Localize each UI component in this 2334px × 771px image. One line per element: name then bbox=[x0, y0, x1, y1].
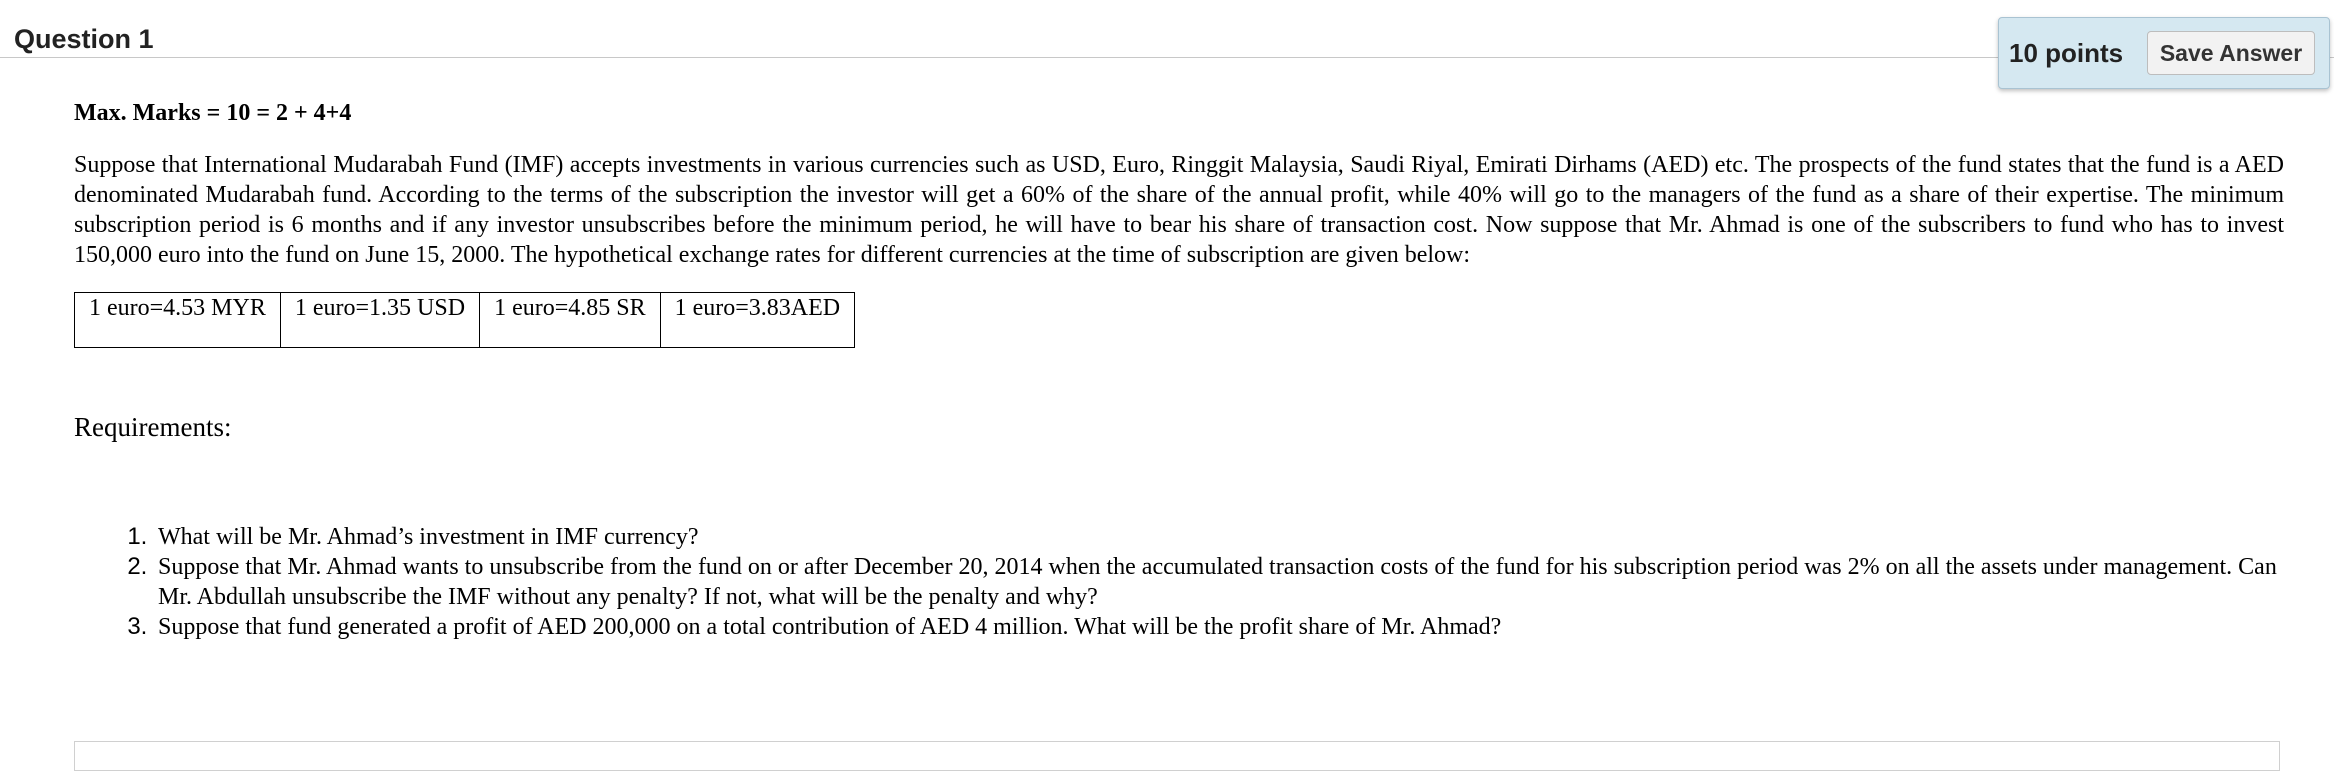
rate-cell-aed: 1 euro=3.83AED bbox=[660, 293, 855, 348]
save-answer-button[interactable]: Save Answer bbox=[2147, 31, 2315, 75]
requirements-heading: Requirements: bbox=[74, 412, 232, 442]
requirement-item-3: 3. Suppose that fund generated a profit of AED 200,000 on a total contribution of AED 4 million. What will be the profit share of Mr. Ahmad? bbox=[154, 612, 2284, 642]
requirements-list bbox=[74, 522, 2284, 642]
rate-cell-usd: 1 euro=1.35 USD bbox=[280, 293, 479, 348]
requirement-item-1: 1. What will be Mr. Ahmad’s investment in IMF currency? bbox=[154, 522, 2284, 552]
points-label: 10 points bbox=[2009, 38, 2124, 68]
points-box bbox=[1998, 17, 2330, 89]
answer-editor-box[interactable] bbox=[74, 741, 2280, 771]
requirement-item-2: 2. Suppose that Mr. Ahmad wants to unsubscribe from the fund on or after December 20, 2014 when the accumulated transaction costs of the fund for his subscription period was 2% on all the assets under management. Can Mr. Abdullah unsubscribe the IMF without any penalty? If not, what will be the penalty and why? bbox=[154, 552, 2284, 612]
rate-cell-sr: 1 euro=4.85 SR bbox=[480, 293, 661, 348]
exchange-rate-row bbox=[75, 293, 855, 348]
question-paragraph: Suppose that International Mudarabah Fund (IMF) accepts investments in various currencies such as USD, Euro, Ringgit Malaysia, Saudi Riyal, Emirati Dirhams (AED) etc. The prospects of the fund states that the fund is a AED denominated Mudarabah fund. According to the terms of the subscription the investor will get a 60% of the share of the annual profit, while 40% will go to the managers of the fund as a share of their expertise. The minimum subscription period is 6 months and if any investor unsubscribes before the minimum period, he will have to bear his share of transaction cost. Now suppose that Mr. Ahmad is one of the subscribers to fund who has to invest 150,000 euro into the fund on June 15, 2000. The hypothetical exchange rates for different currencies at the time of subscription are given below: bbox=[74, 152, 2284, 268]
exchange-rate-table bbox=[74, 292, 855, 348]
rate-cell-myr: 1 euro=4.53 MYR bbox=[75, 293, 281, 348]
question-header bbox=[0, 0, 2334, 58]
question-title: Question 1 bbox=[14, 24, 154, 54]
question-content bbox=[74, 96, 2284, 642]
max-marks-text: Max. Marks = 10 = 2 + 4+4 bbox=[74, 100, 352, 126]
